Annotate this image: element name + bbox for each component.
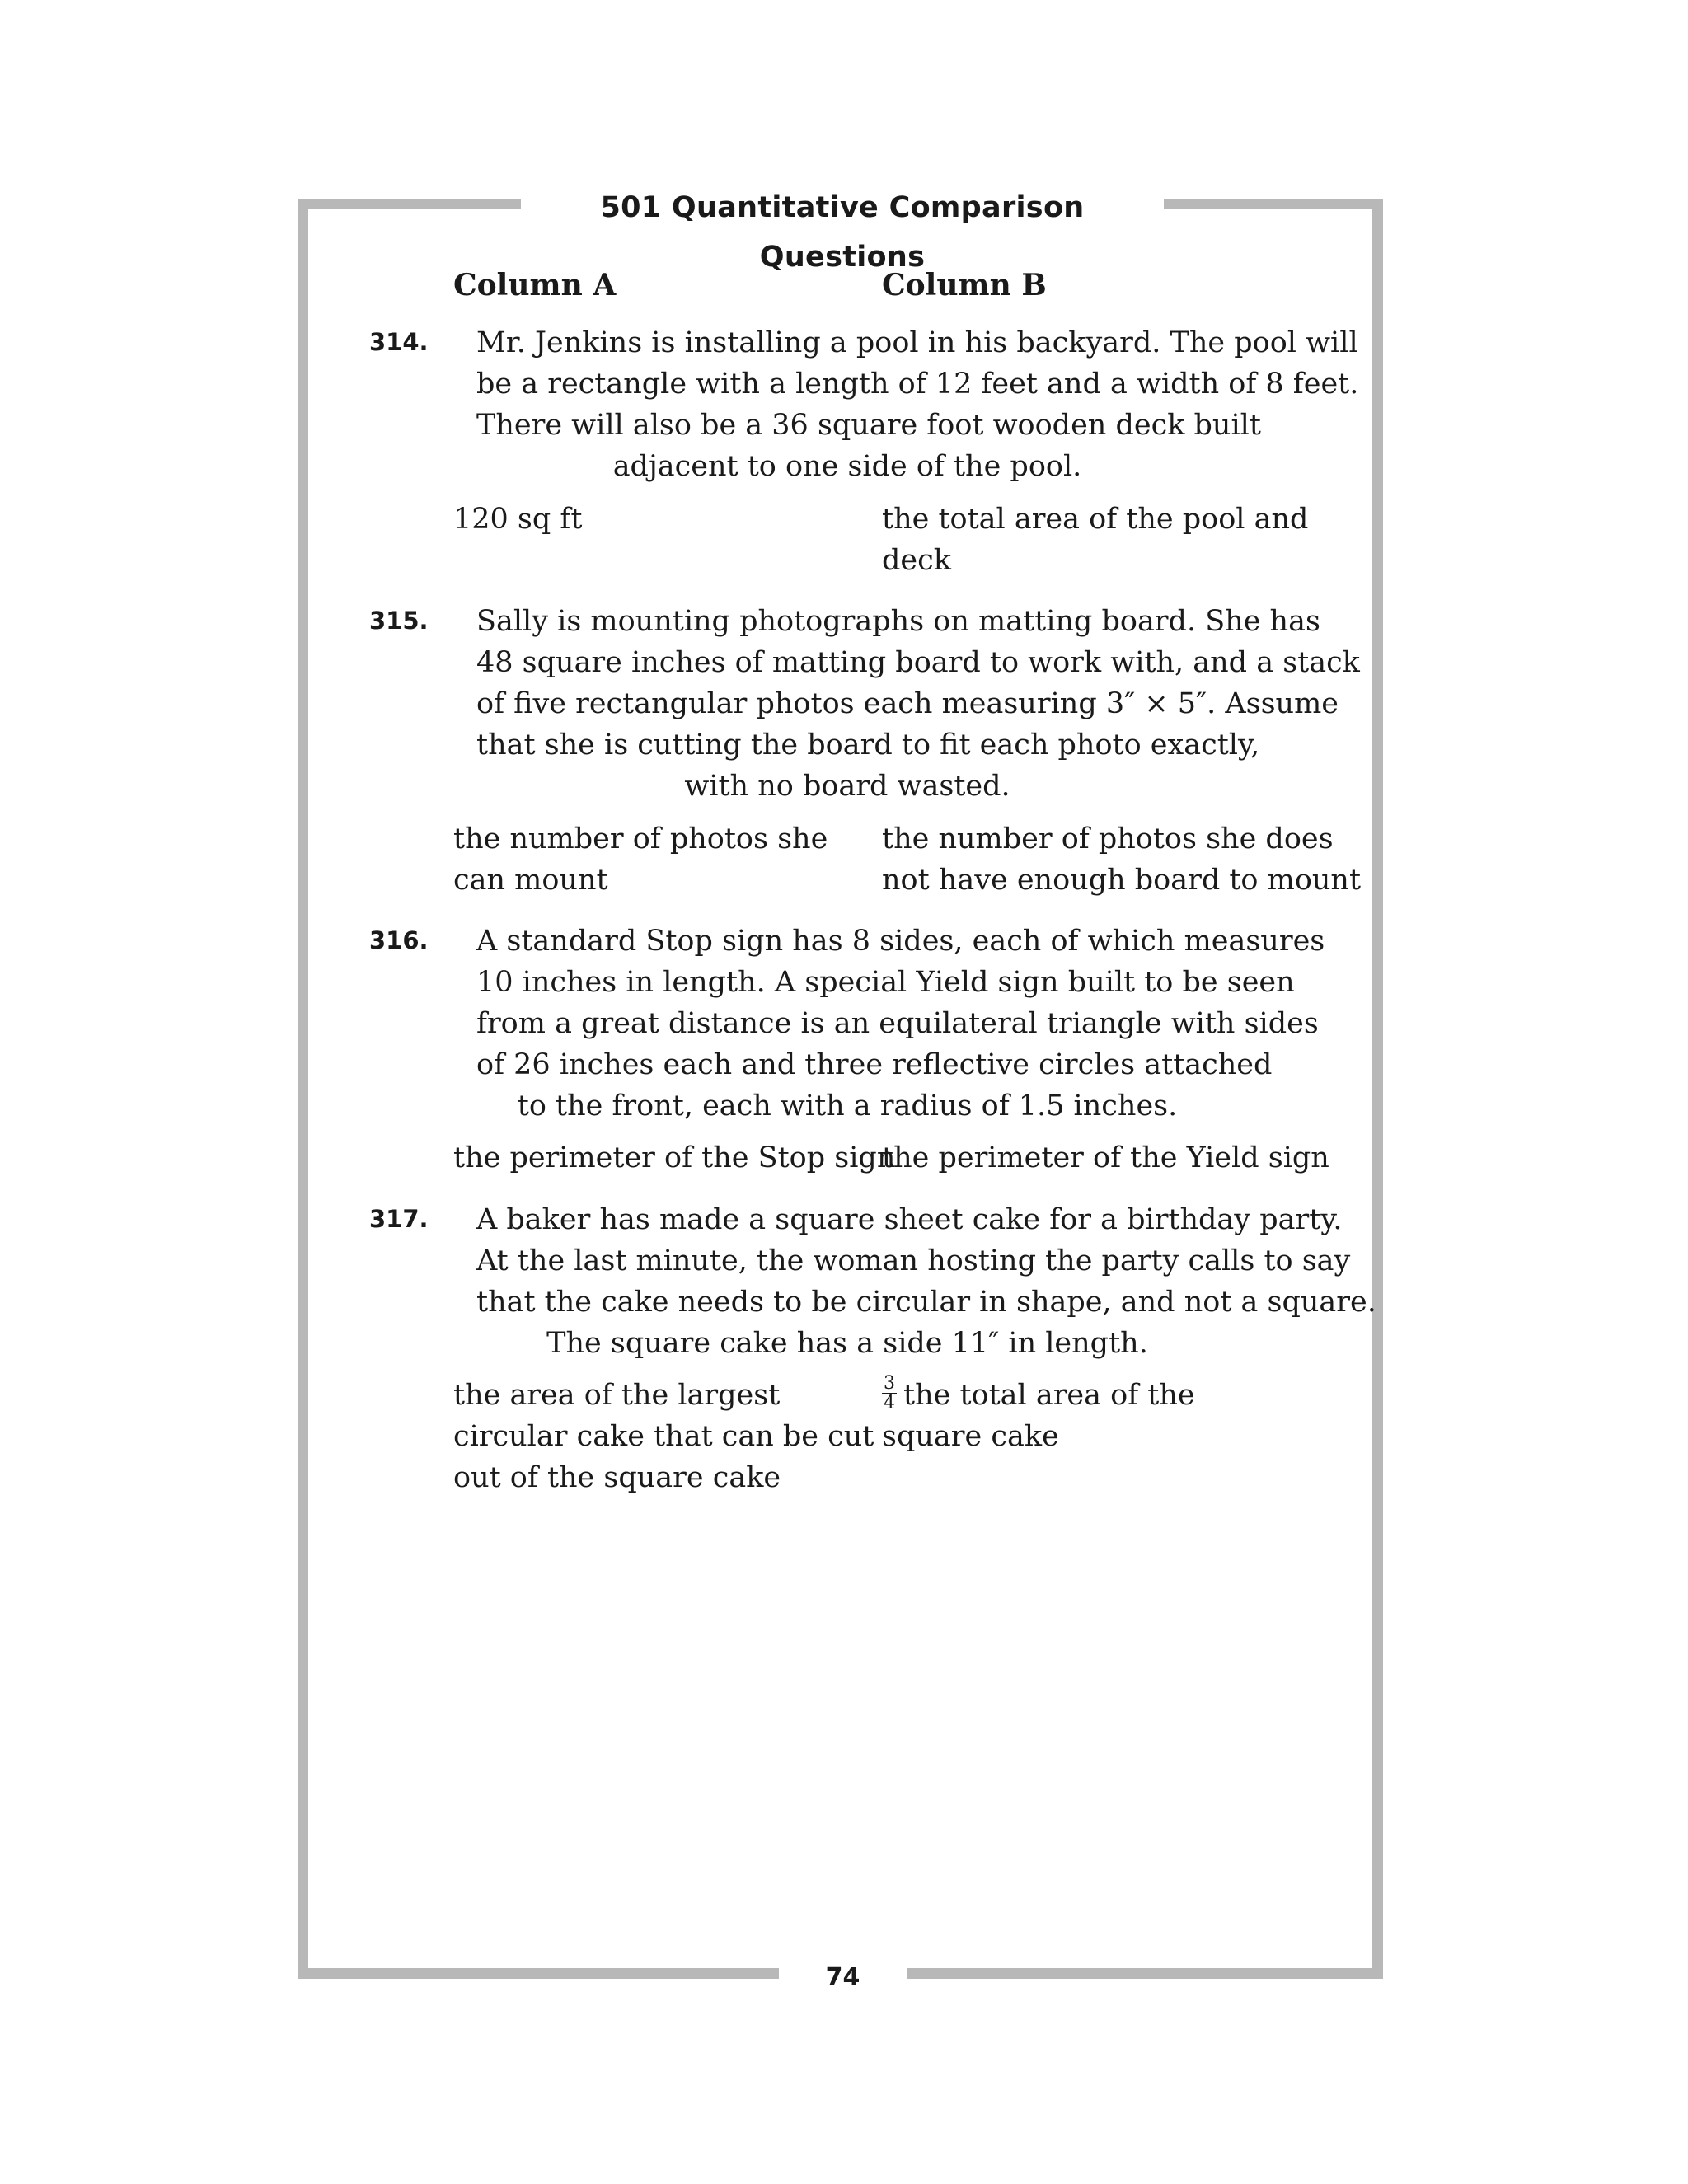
column-b-quantity <box>882 1372 1195 1457</box>
quantity-line: the number of photos she does <box>882 823 1334 855</box>
stem-line: to the front, each with a radius of 1.5 inches. <box>517 1090 1178 1122</box>
stem-line: There will also be a 36 square foot wooden deck built <box>476 409 1261 442</box>
quantity-text: the total area of the <box>903 1379 1195 1412</box>
stem-line: At the last minute, the woman hosting the party calls to say <box>476 1244 1351 1277</box>
question-number: 317. <box>369 1205 429 1233</box>
stem-line: adjacent to one side of the pool. <box>612 450 1082 483</box>
column-b-quantity <box>882 818 1361 901</box>
stem-line: be a rectangle with a length of 12 feet and a width of 8 feet. <box>476 368 1359 401</box>
question-number: 316. <box>369 926 429 954</box>
fraction-numerator: 3 <box>884 1372 895 1394</box>
quantity-line <box>882 1372 1195 1416</box>
column-a-quantity <box>453 1375 874 1498</box>
stem-line: A baker has made a square sheet cake for a birthday party. <box>476 1203 1343 1236</box>
stem-line: from a great distance is an equilateral triangle with sides <box>476 1007 1319 1040</box>
question-number: 315. <box>369 607 429 635</box>
stem-line: 48 square inches of matting board to work with, and a stack <box>476 646 1360 679</box>
quantity-line: the number of photos she <box>453 823 828 855</box>
stem-line: A standard Stop sign has 8 sides, each of which measures <box>476 925 1325 958</box>
quantity-line: circular cake that can be cut <box>453 1420 874 1453</box>
quantity-line: square cake <box>882 1420 1059 1453</box>
column-a-quantity <box>453 1137 895 1179</box>
quantity-line: the area of the largest <box>453 1379 781 1412</box>
column-a-quantity <box>453 499 582 540</box>
stem-line: of 26 inches each and three reflective circles attached <box>476 1048 1273 1081</box>
question-number: 314. <box>369 328 429 356</box>
question-stem <box>476 1199 1376 1364</box>
fraction-denominator: 4 <box>884 1392 895 1413</box>
column-b-heading: Column B <box>882 268 1047 302</box>
column-a-heading: Column A <box>453 268 617 302</box>
stem-line: Sally is mounting photographs on matting board. She has <box>476 605 1320 638</box>
quantity-line: the perimeter of the Yield sign <box>882 1141 1329 1174</box>
stem-line: 10 inches in length. A special Yield sign built to be seen <box>476 966 1295 999</box>
quantity-line: the perimeter of the Stop sign <box>453 1141 896 1174</box>
running-header: 501 Quantitative Comparison Questions <box>521 183 1164 232</box>
fraction <box>882 1372 897 1413</box>
column-b-quantity <box>882 1137 1329 1179</box>
stem-line: that the cake needs to be circular in shape, and not a square. <box>476 1286 1376 1319</box>
quantity-line: not have enough board to mount <box>882 864 1362 897</box>
page-number: 74 <box>779 1953 907 2003</box>
stem-line: Mr. Jenkins is installing a pool in his backyard. The pool will <box>476 326 1358 359</box>
stem-line: of five rectangular photos each measuring 3″ × 5″. Assume <box>476 687 1339 720</box>
stem-line: that she is cutting the board to fit each photo exactly, <box>476 729 1260 762</box>
stem-line: The square cake has a side 11″ in length. <box>546 1327 1148 1360</box>
question-stem <box>476 601 1360 807</box>
quantity-line: can mount <box>453 864 608 897</box>
question-stem <box>476 921 1325 1127</box>
column-b-quantity <box>882 499 1308 581</box>
stem-line: with no board wasted. <box>684 770 1010 803</box>
quantity-line: deck <box>882 544 951 577</box>
quantity-line: 120 sq ft <box>453 503 583 536</box>
question-stem <box>476 322 1359 487</box>
quantity-line: the total area of the pool and <box>882 503 1309 536</box>
column-a-quantity <box>453 818 828 901</box>
quantity-line: out of the square cake <box>453 1461 781 1494</box>
